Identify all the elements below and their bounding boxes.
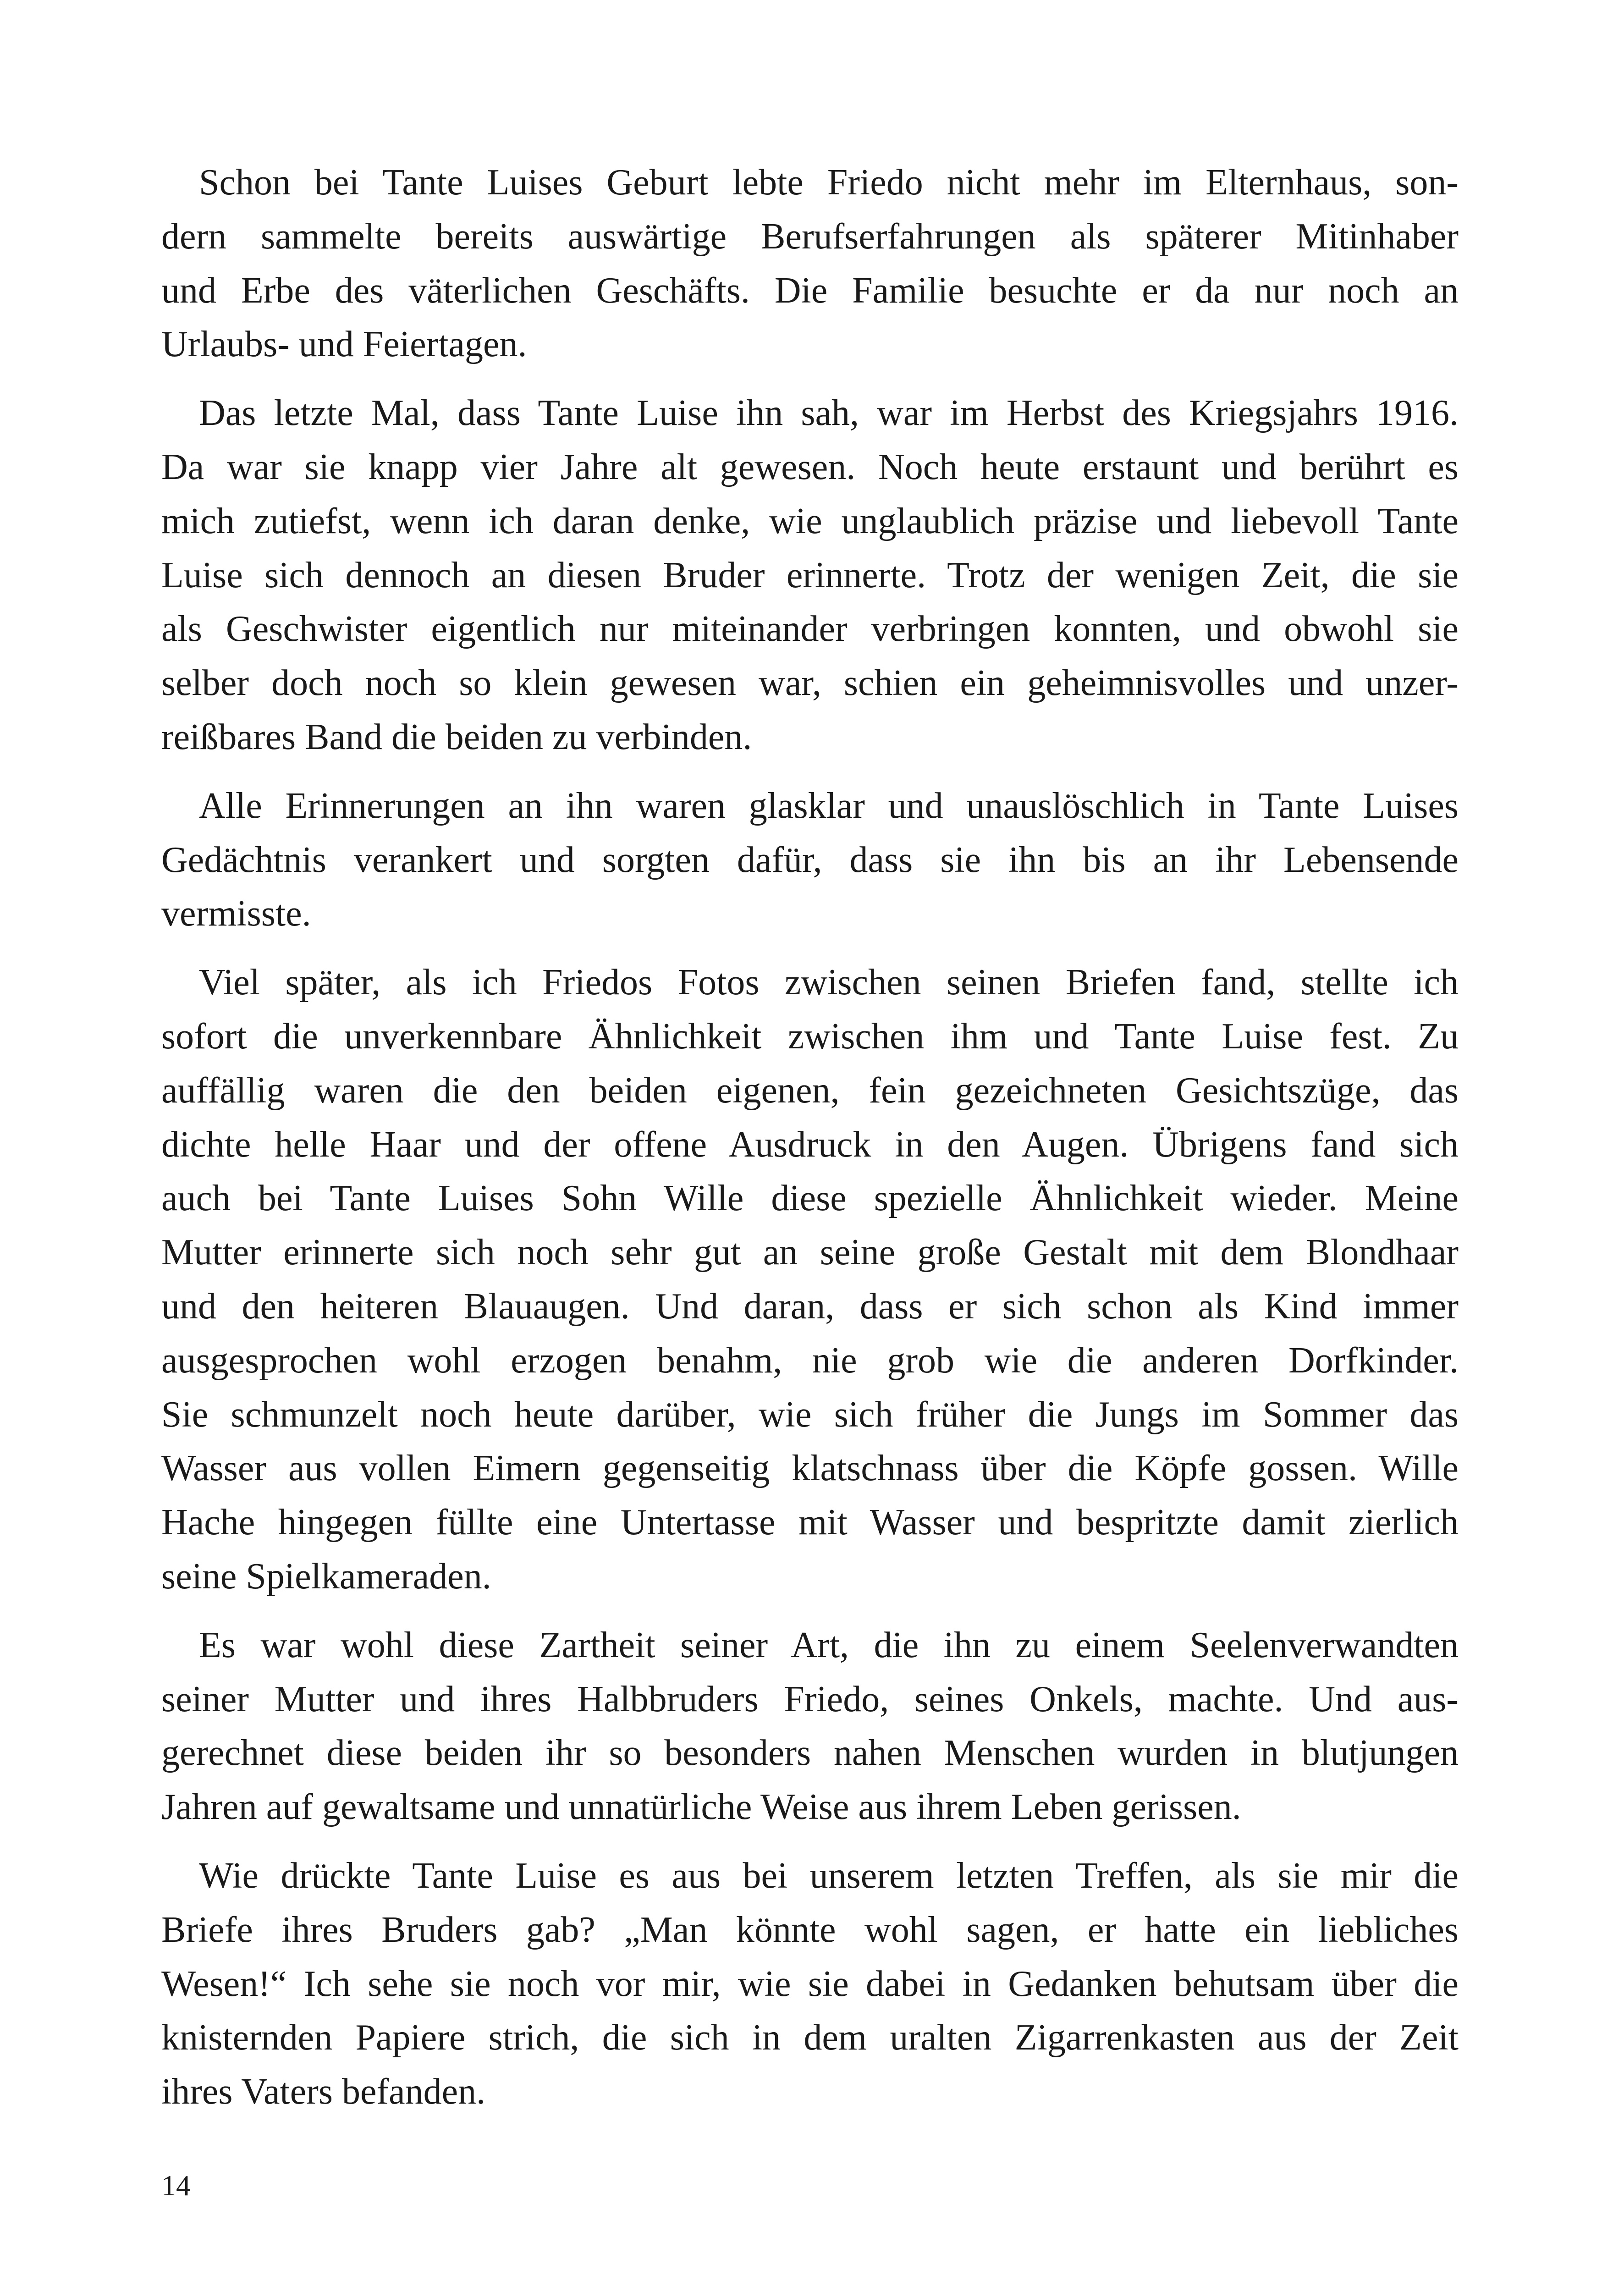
page-number: 14 <box>161 2169 191 2202</box>
text-line: Wesen!“ Ich sehe sie noch vor mir, wie sie dabei in Gedanken behutsam über die <box>161 1963 1459 2004</box>
text-line: dichte helle Haar und der offene Ausdruck in den Augen. Übrigens fand sich <box>161 1124 1459 1165</box>
text-line: seiner Mutter und ihres Halbbruders Friedo, seines Onkels, machte. Und aus- <box>161 1679 1459 1719</box>
text-line: Mutter erinnerte sich noch sehr gut an seine große Gestalt mit dem Blondhaar <box>161 1232 1459 1273</box>
text-line: Sie schmunzelt noch heute darüber, wie sich früher die Jungs im Sommer das <box>161 1394 1459 1435</box>
text-line: ausgesprochen wohl erzogen benahm, nie grob wie die anderen Dorfkinder. <box>161 1340 1459 1381</box>
text-line: auch bei Tante Luises Sohn Wille diese spezielle Ähnlichkeit wieder. Meine <box>161 1178 1459 1219</box>
text-line: als Geschwister eigentlich nur miteinander verbringen konnten, und obwohl sie <box>161 609 1459 650</box>
text-line: Schon bei Tante Luises Geburt lebte Friedo nicht mehr im Elternhaus, son- <box>199 162 1459 203</box>
paragraph-3 <box>161 779 1459 941</box>
text-line: selber doch noch so klein gewesen war, schien ein geheimnisvolles und unzer- <box>161 663 1459 704</box>
text-line: gerechnet diese beiden ihr so besonders nahen Menschen wurden in blutjungen <box>161 1733 1459 1774</box>
text-line: mich zutiefst, wenn ich daran denke, wie unglaublich präzise und liebevoll Tante <box>161 501 1459 541</box>
text-line: Briefe ihres Bruders gab? „Man könnte wohl sagen, er hatte ein liebliches <box>161 1909 1459 1950</box>
paragraph-6 <box>161 1849 1459 2119</box>
text-line: sofort die unverkennbare Ähnlichkeit zwischen ihm und Tante Luise fest. Zu <box>161 1016 1459 1057</box>
text-line: Urlaubs- und Feiertagen. <box>161 324 527 365</box>
text-line: Gedächtnis verankert und sorgten dafür, dass sie ihn bis an ihr Lebensende <box>161 839 1459 880</box>
text-line: Wie drückte Tante Luise es aus bei unserem letzten Treffen, als sie mir die <box>199 1855 1459 1896</box>
text-line: vermisste. <box>161 893 311 934</box>
text-line: Hache hingegen füllte eine Untertasse mit Wasser und bespritzte damit zierlich <box>161 1502 1459 1543</box>
text-line: Viel später, als ich Friedos Fotos zwischen seinen Briefen fand, stellte ich <box>199 962 1459 1003</box>
paragraph-4 <box>161 956 1459 1604</box>
text-line: Luise sich dennoch an diesen Bruder erinnerte. Trotz der wenigen Zeit, die sie <box>161 555 1459 595</box>
text-line: seine Spielkameraden. <box>161 1556 491 1597</box>
text-line: Wasser aus vollen Eimern gegenseitig klatschnass über die Köpfe gossen. Wille <box>161 1448 1459 1489</box>
text-line: dern sammelte bereits auswärtige Berufserfahrungen als späterer Mitinhaber <box>161 216 1459 257</box>
text-line: knisternden Papiere strich, die sich in dem uralten Zigarrenkasten aus der Zeit <box>161 2017 1459 2058</box>
text-line: Es war wohl diese Zartheit seiner Art, die ihn zu einem Seelenverwandten <box>199 1625 1459 1665</box>
text-line: reißbares Band die beiden zu verbinden. <box>161 716 752 757</box>
text-line: Da war sie knapp vier Jahre alt gewesen. Noch heute erstaunt und berührt es <box>161 446 1459 487</box>
text-line: und Erbe des väterlichen Geschäfts. Die Familie besuchte er da nur noch an <box>161 270 1459 311</box>
text-line: Alle Erinnerungen an ihn waren glasklar und unauslöschlich in Tante Luises <box>199 785 1459 826</box>
text-line: auffällig waren die den beiden eigenen, fein gezeichneten Gesichtszüge, das <box>161 1070 1459 1111</box>
paragraph-1 <box>161 156 1459 372</box>
paragraph-5 <box>161 1619 1459 1835</box>
text-line: Das letzte Mal, dass Tante Luise ihn sah, war im Herbst des Kriegsjahrs 1916. <box>199 393 1459 434</box>
paragraph-2 <box>161 386 1459 765</box>
text-line: Jahren auf gewaltsame und unnatürliche Weise aus ihrem Leben gerissen. <box>161 1787 1241 1828</box>
text-line: ihres Vaters befanden. <box>161 2072 486 2112</box>
text-line: und den heiteren Blauaugen. Und daran, dass er sich schon als Kind immer <box>161 1286 1459 1327</box>
body-text <box>161 156 1459 2119</box>
